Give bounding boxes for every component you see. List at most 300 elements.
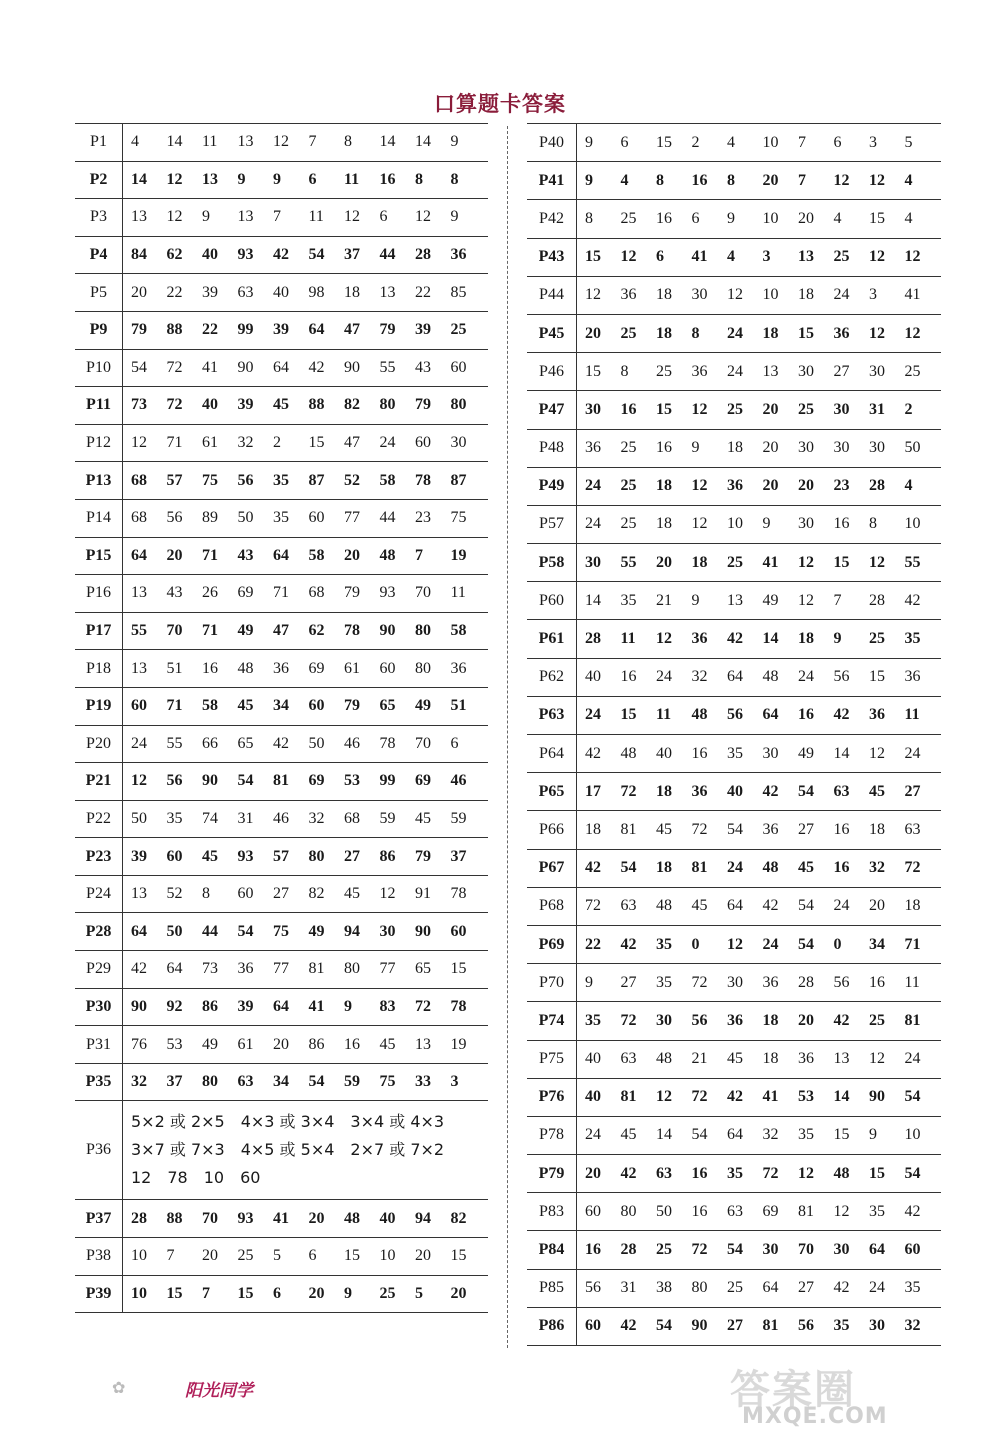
- answer-value: 20: [762, 439, 779, 457]
- answer-value: 24: [727, 859, 743, 877]
- answer-values: [123, 735, 488, 753]
- answer-value: 64: [131, 546, 147, 564]
- page-label: P47: [527, 391, 577, 428]
- answer-value: 71: [166, 697, 183, 715]
- answer-value: 3: [762, 248, 771, 266]
- answer-value: 19: [450, 1035, 467, 1053]
- page-label: P24: [75, 876, 123, 913]
- answer-value: 60: [308, 697, 325, 715]
- answer-value: 27: [620, 973, 637, 991]
- answer-value: 71: [904, 935, 921, 953]
- answer-value: 14: [656, 1126, 672, 1144]
- answer-value: 41: [762, 553, 779, 571]
- answer-value: 81: [620, 820, 637, 838]
- page-label: P28: [75, 913, 123, 950]
- answer-value: 12: [166, 170, 183, 188]
- answer-value: 63: [620, 897, 637, 915]
- answer-value: 9: [869, 1126, 877, 1144]
- answer-value: 89: [202, 509, 218, 527]
- answer-value: 7: [308, 133, 317, 151]
- answer-value: 8: [450, 170, 459, 188]
- answer-value: 72: [585, 897, 601, 915]
- answer-value: 24: [904, 744, 921, 762]
- answer-value: 49: [762, 591, 779, 609]
- answer-value: 69: [308, 772, 325, 790]
- answer-value: 50: [308, 734, 325, 752]
- answer-value: 62: [308, 622, 325, 640]
- page-label: P79: [527, 1155, 577, 1192]
- answer-value: 4: [727, 248, 735, 266]
- answer-value: 39: [202, 283, 218, 301]
- page-label: P16: [75, 575, 123, 612]
- page-label: P41: [527, 162, 577, 199]
- answer-value: 16: [620, 400, 637, 418]
- answer-value: 30: [691, 286, 708, 304]
- answer-values: [123, 1210, 488, 1228]
- answer-value: 45: [869, 782, 885, 800]
- answer-value: 55: [166, 734, 183, 752]
- answer-value: 42: [273, 246, 289, 264]
- answer-values: [123, 998, 488, 1016]
- table-row: [527, 659, 941, 697]
- table-row: [527, 468, 941, 506]
- answer-value: 72: [691, 973, 708, 991]
- page-label: P57: [527, 506, 577, 543]
- answer-values: [577, 897, 941, 915]
- answer-value: 58: [202, 697, 218, 715]
- answer-value: 43: [237, 546, 254, 564]
- answer-value: 54: [620, 859, 637, 877]
- answer-value: 37: [450, 847, 467, 865]
- answer-value: 6: [308, 170, 317, 188]
- answer-value: 60: [237, 885, 254, 903]
- answer-value: 14: [833, 1088, 850, 1106]
- answer-value: 6: [691, 209, 700, 227]
- page-label: P61: [527, 620, 577, 657]
- answer-value: 12: [166, 208, 183, 226]
- answer-value: 9: [727, 209, 735, 227]
- answer-value: 34: [273, 1073, 289, 1091]
- answer-value: 4: [131, 133, 139, 151]
- answer-value: 6: [273, 1284, 281, 1302]
- answer-value: 41: [308, 997, 325, 1015]
- answer-value: 35: [585, 1011, 601, 1029]
- answer-value: 15: [833, 553, 850, 571]
- answer-value: 48: [762, 668, 779, 686]
- answer-value: 11: [904, 973, 920, 991]
- answer-value: 42: [727, 1088, 743, 1106]
- answer-value: 36: [904, 668, 921, 686]
- answer-value: 79: [415, 396, 431, 414]
- answer-value: 82: [308, 885, 325, 903]
- answer-value: 49: [202, 1035, 218, 1053]
- answer-value: 24: [585, 706, 601, 724]
- answer-line: 5×2 或 2×5 4×3 或 3×4 3×4 或 4×3: [131, 1112, 445, 1132]
- answer-values: [577, 1317, 941, 1335]
- answer-value: 12: [656, 630, 672, 648]
- answer-value: 35: [869, 1202, 885, 1220]
- answer-value: 20: [202, 1247, 218, 1265]
- answer-value: 27: [273, 885, 289, 903]
- table-row: [75, 425, 488, 463]
- answer-value: 72: [904, 859, 921, 877]
- answer-value: 86: [308, 1035, 325, 1053]
- answer-value: 79: [415, 847, 431, 865]
- answer-value: 27: [798, 820, 814, 838]
- answer-value: 11: [620, 630, 636, 648]
- answer-values: [123, 584, 488, 602]
- answer-value: 11: [308, 208, 324, 226]
- answer-values: [577, 248, 941, 266]
- answer-values: [123, 848, 488, 866]
- answer-value: 8: [691, 324, 700, 342]
- answer-value: 16: [869, 973, 885, 991]
- answer-value: 7: [202, 1284, 210, 1302]
- answer-value: 20: [762, 171, 779, 189]
- answer-value: 12: [869, 248, 885, 266]
- answer-value: 41: [762, 1088, 779, 1106]
- answer-value: 3: [869, 133, 877, 151]
- answer-value: 7: [415, 546, 423, 564]
- answer-value: 41: [202, 358, 218, 376]
- answer-value: 36: [450, 246, 467, 264]
- answer-values: [577, 515, 941, 533]
- table-row: [527, 277, 941, 315]
- answer-value: 13: [202, 170, 218, 188]
- page-label: P21: [75, 763, 123, 800]
- answer-value: 59: [344, 1073, 360, 1091]
- answer-value: 18: [656, 515, 672, 533]
- table-row: [527, 353, 941, 391]
- answer-value: 49: [308, 922, 325, 940]
- answer-value: 54: [237, 922, 254, 940]
- table-row: [527, 811, 941, 849]
- answer-value: 23: [833, 477, 850, 495]
- answer-value: 63: [833, 782, 850, 800]
- answer-line: 12 78 10 60: [131, 1168, 261, 1188]
- answer-values: [123, 547, 488, 565]
- answer-value: 35: [656, 935, 672, 953]
- answer-value: 58: [450, 622, 467, 640]
- answer-value: 30: [585, 553, 601, 571]
- answer-value: 16: [833, 859, 850, 877]
- answer-value: 85: [450, 283, 467, 301]
- answer-value: 40: [202, 396, 218, 414]
- answer-value: 48: [237, 659, 254, 677]
- table-row: [75, 274, 488, 312]
- answer-value: 12: [415, 208, 431, 226]
- page-label: P36: [75, 1101, 123, 1199]
- answer-value: 20: [585, 324, 601, 342]
- table-row: [527, 735, 941, 773]
- answer-value: 61: [237, 1035, 254, 1053]
- answer-value: 48: [656, 897, 672, 915]
- answer-value: 51: [166, 659, 183, 677]
- answer-value: 41: [904, 286, 921, 304]
- answer-value: 56: [691, 1011, 708, 1029]
- answer-value: 28: [131, 1209, 147, 1227]
- answer-value: 18: [656, 782, 672, 800]
- answer-value: 35: [166, 809, 183, 827]
- page-label: P38: [75, 1238, 123, 1275]
- answer-value: 9: [691, 591, 700, 609]
- answer-value: 4: [727, 133, 735, 151]
- answer-value: 87: [450, 471, 467, 489]
- answer-value: 48: [691, 706, 708, 724]
- table-row: [527, 430, 941, 468]
- answer-value: 30: [833, 1241, 850, 1259]
- table-row: [75, 650, 488, 688]
- answer-value: 40: [727, 782, 743, 800]
- answer-value: 18: [656, 286, 672, 304]
- answer-values: [577, 745, 941, 763]
- answer-value: 71: [273, 584, 289, 602]
- answer-value: 31: [237, 809, 254, 827]
- answer-value: 27: [344, 847, 360, 865]
- table-row: [75, 876, 488, 914]
- answer-value: 36: [869, 706, 885, 724]
- answer-value: 52: [344, 471, 360, 489]
- answer-value: 15: [869, 209, 885, 227]
- answer-value: 12: [131, 772, 147, 790]
- answer-value: 55: [620, 553, 637, 571]
- table-row: [527, 697, 941, 735]
- answer-value: 10: [904, 1126, 921, 1144]
- answer-value: 54: [691, 1126, 708, 1144]
- answer-value: 24: [379, 434, 396, 452]
- answer-value: 16: [656, 439, 672, 457]
- watermark-url: MXQE.COM: [742, 1404, 888, 1429]
- answer-value: 16: [202, 659, 218, 677]
- decoration-icon: ✿: [112, 1380, 126, 1397]
- answer-values: [123, 133, 488, 151]
- answer-value: 54: [308, 246, 325, 264]
- answer-value: 60: [450, 922, 467, 940]
- answer-value: 24: [833, 897, 850, 915]
- answer-value: 12: [869, 744, 885, 762]
- answer-value: 80: [202, 1073, 218, 1091]
- answer-value: 57: [166, 471, 183, 489]
- answer-value: 25: [237, 1247, 254, 1265]
- page-label: P1: [75, 124, 123, 161]
- answer-line: 3×7 或 7×3 4×5 或 5×4 2×7 或 7×2: [131, 1140, 445, 1160]
- answer-value: 15: [798, 324, 814, 342]
- answer-value: 51: [450, 697, 467, 715]
- answer-value: 12: [869, 553, 885, 571]
- answer-value: 60: [415, 434, 431, 452]
- answer-value: 63: [904, 820, 921, 838]
- page-label: P35: [75, 1064, 123, 1101]
- answer-value: 41: [691, 248, 708, 266]
- page-label: P13: [75, 462, 123, 499]
- table-row: [527, 582, 941, 620]
- answer-value: 11: [202, 133, 218, 151]
- answer-value: 40: [273, 283, 289, 301]
- answer-value: 15: [344, 1247, 360, 1265]
- answer-values: [123, 1285, 488, 1303]
- answer-value: 25: [620, 515, 637, 533]
- table-row: [75, 462, 488, 500]
- answer-value: 0: [691, 935, 700, 953]
- answer-value: 42: [273, 734, 289, 752]
- answer-value: 31: [620, 1279, 637, 1297]
- answer-value: 42: [762, 897, 779, 915]
- answer-value: 86: [379, 847, 396, 865]
- answer-value: 20: [308, 1209, 325, 1227]
- table-row: [527, 239, 941, 277]
- answer-value: 45: [202, 847, 218, 865]
- answer-value: 56: [166, 509, 183, 527]
- answer-value: 18: [798, 286, 814, 304]
- table-row: [75, 162, 488, 200]
- answer-value: 91: [415, 885, 431, 903]
- answer-value: 33: [415, 1073, 431, 1091]
- answer-value: 10: [762, 133, 779, 151]
- table-row: [75, 613, 488, 651]
- answer-value: 20: [415, 1247, 431, 1265]
- answer-value: 35: [273, 471, 289, 489]
- table-row: [527, 544, 941, 582]
- answer-value: 64: [273, 358, 289, 376]
- answer-value: 12: [869, 324, 885, 342]
- answer-value: 20: [450, 1284, 467, 1302]
- answer-value: 77: [273, 960, 289, 978]
- answer-values: [123, 1036, 488, 1054]
- table-row: [75, 1101, 488, 1200]
- answer-value: 7: [273, 208, 281, 226]
- answer-value: 14: [833, 744, 850, 762]
- answer-value: 10: [904, 515, 921, 533]
- answer-value: 59: [379, 809, 396, 827]
- table-row: [75, 1026, 488, 1064]
- answer-value: 24: [585, 515, 601, 533]
- answer-value: 38: [656, 1279, 672, 1297]
- answer-value: 61: [202, 434, 218, 452]
- answer-value: 64: [273, 546, 289, 564]
- answer-value: 18: [762, 1050, 779, 1068]
- answer-value: 71: [202, 622, 218, 640]
- answer-value: 25: [833, 248, 850, 266]
- answer-value: 40: [585, 1088, 601, 1106]
- answer-value: 24: [904, 1050, 921, 1068]
- answer-value: 42: [585, 744, 601, 762]
- answer-value: 42: [620, 935, 637, 953]
- answer-value: 28: [415, 246, 431, 264]
- answer-values: [577, 1088, 941, 1106]
- table-row: [75, 199, 488, 237]
- answer-value: 63: [237, 1073, 254, 1091]
- answer-value: 36: [727, 477, 743, 495]
- answer-value: 80: [620, 1202, 637, 1220]
- answer-value: 16: [620, 668, 637, 686]
- answer-value: 36: [798, 1050, 814, 1068]
- answer-value: 8: [415, 170, 423, 188]
- answer-value: 36: [833, 324, 850, 342]
- answer-value: 16: [691, 171, 708, 189]
- answer-value: 88: [308, 396, 325, 414]
- answer-value: 16: [691, 1202, 708, 1220]
- table-row: [527, 200, 941, 238]
- answer-value: 50: [131, 809, 147, 827]
- answer-value: 82: [450, 1209, 467, 1227]
- page-label: P14: [75, 500, 123, 537]
- answer-value: 12: [869, 1050, 885, 1068]
- answer-value: 54: [308, 1073, 325, 1091]
- answer-value: 24: [585, 1126, 601, 1144]
- answer-value: 60: [166, 847, 183, 865]
- answer-value: 13: [415, 1035, 431, 1053]
- answer-value: 93: [237, 1209, 254, 1227]
- answer-value: 6: [833, 133, 842, 151]
- answer-value: 5: [273, 1247, 281, 1265]
- answer-value: 61: [344, 659, 360, 677]
- answer-values: [577, 1203, 941, 1221]
- answer-value: 78: [450, 885, 467, 903]
- answer-value: 42: [833, 706, 850, 724]
- answer-value: 25: [450, 321, 467, 339]
- answer-value: 48: [620, 744, 637, 762]
- answer-value: 24: [131, 734, 147, 752]
- answer-value: 45: [620, 1126, 637, 1144]
- answer-value: 43: [166, 584, 183, 602]
- answer-value: 16: [833, 820, 850, 838]
- answer-value: 32: [308, 809, 325, 827]
- answer-value: 80: [344, 960, 360, 978]
- answer-value: 12: [833, 171, 850, 189]
- answer-value: 12: [656, 1088, 672, 1106]
- table-row: [75, 575, 488, 613]
- table-row: [527, 926, 941, 964]
- page-label: P12: [75, 425, 123, 462]
- page-label: P78: [527, 1117, 577, 1154]
- page-label: P63: [527, 697, 577, 734]
- answer-value: 94: [415, 1209, 431, 1227]
- answer-value: 15: [585, 362, 601, 380]
- answer-value: 60: [379, 659, 396, 677]
- table-row: [75, 838, 488, 876]
- answer-value: 63: [620, 1050, 637, 1068]
- answer-value: 16: [691, 1164, 708, 1182]
- answer-value: 78: [344, 622, 360, 640]
- answer-value: 83: [379, 997, 396, 1015]
- answer-values: [577, 630, 941, 648]
- answer-values: [123, 885, 488, 903]
- answer-value: 28: [620, 1241, 637, 1259]
- answer-values: [123, 171, 488, 189]
- answer-value: 56: [833, 668, 850, 686]
- answer-value: 54: [131, 358, 147, 376]
- answer-value: 14: [379, 133, 396, 151]
- answer-value: 30: [869, 362, 885, 380]
- page-label: P3: [75, 199, 123, 236]
- answer-value: 6: [450, 734, 459, 752]
- table-row: [527, 1231, 941, 1269]
- answer-value: 30: [798, 362, 814, 380]
- answer-value: 49: [415, 697, 431, 715]
- table-row: [75, 913, 488, 951]
- page-label: P44: [527, 277, 577, 314]
- answer-value: 32: [691, 668, 708, 686]
- table-row: [75, 1276, 488, 1314]
- answer-value: 15: [833, 1126, 850, 1144]
- table-row: [75, 387, 488, 425]
- answer-value: 92: [166, 997, 183, 1015]
- answer-value: 13: [727, 591, 743, 609]
- answer-values: [123, 810, 488, 828]
- page-label: P9: [75, 312, 123, 349]
- table-row: [527, 1041, 941, 1079]
- answer-values: [577, 783, 941, 801]
